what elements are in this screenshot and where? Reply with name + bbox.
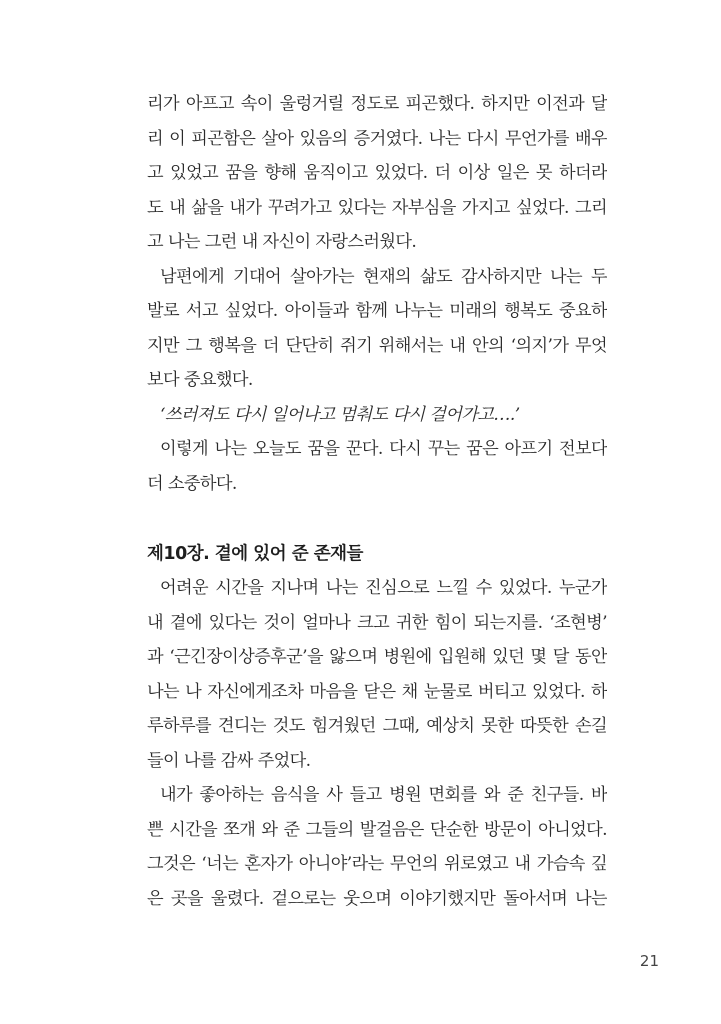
text-line: 이렇게 나는 오늘도 꿈을 꾼다. 다시 꾸는 꿈은 아프기 전보다 (160, 439, 607, 459)
text-line: 쁜 시간을 쪼개 와 준 그들의 발걸음은 단순한 방문이 아니었다. (147, 819, 607, 840)
text-line: 고 나는 그런 내 자신이 자랑스러웠다. (147, 232, 417, 252)
text-line: 지만 그 행복을 더 단단히 쥐기 위해서는 내 안의 ‘의지’가 무엇 (147, 335, 607, 356)
text-line: 어려운 시간을 지나며 나는 진심으로 느낄 수 있었다. 누군가 (160, 578, 607, 598)
text-line: 보다 중요했다. (147, 370, 253, 390)
text-line: 그것은 ‘너는 혼자가 아니야’라는 무언의 위로였고 내 가슴속 깊 (147, 854, 607, 874)
body-text-bottom (147, 571, 607, 916)
quote-line: ‘쓰러져도 다시 일어나고 멈춰도 다시 걸어가고….’ (160, 404, 520, 425)
page-number: 21 (639, 952, 659, 970)
text-line: 발로 서고 싶었다. 아이들과 함께 나누는 미래의 행복도 중요하 (147, 301, 607, 321)
text-line: 나는 나 자신에게조차 마음을 닫은 채 눈물로 버티고 있었다. 하 (147, 681, 607, 702)
body-text-top (147, 87, 607, 501)
text-line: 리가 아프고 속이 울렁거릴 정도로 피곤했다. 하지만 이전과 달 (147, 94, 607, 114)
text-line: 리 이 피곤함은 살아 있음의 증거였다. 나는 다시 무언가를 배우 (147, 128, 607, 149)
text-line: 더 소중하다. (147, 473, 237, 494)
text-line: 과 ‘근긴장이상증후군’을 앓으며 병원에 입원해 있던 몇 달 동안 (147, 647, 607, 667)
text-line: 은 곳을 울렸다. 겉으로는 웃으며 이야기했지만 돌아서며 나는 (147, 888, 607, 909)
text-line: 들이 나를 감싸 주었다. (147, 750, 311, 771)
text-line: 남편에게 기대어 살아가는 현재의 삶도 감사하지만 나는 두 (160, 266, 607, 287)
text-line: 내가 좋아하는 음식을 사 들고 병원 면회를 와 준 친구들. 바 (160, 785, 607, 805)
text-line: 고 있었고 꿈을 향해 움직이고 있었다. 더 이상 일은 못 하더라 (147, 163, 607, 183)
text-line: 도 내 삶을 내가 꾸려가고 있다는 자부심을 가지고 싶었다. 그리 (147, 197, 607, 218)
text-line: 루하루를 견디는 것도 힘겨웠던 그때, 예상치 못한 따뜻한 손길 (147, 716, 607, 736)
text-line: 내 곁에 있다는 것이 얼마나 크고 귀한 힘이 되는지를. ‘조현병’ (147, 612, 607, 633)
chapter-heading: 제10장. 곁에 있어 준 존재들 (147, 544, 363, 564)
